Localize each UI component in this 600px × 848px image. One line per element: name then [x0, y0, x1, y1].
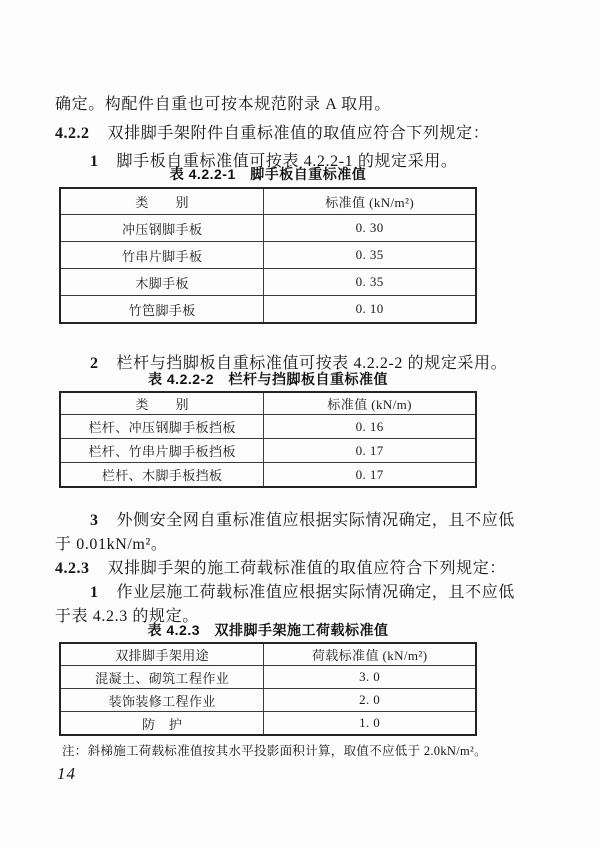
table-row [60, 215, 476, 242]
paragraph-continuation: 确定。构配件自重也可按本规范附录 A 取用。 [55, 96, 391, 113]
header-cell-value: 荷载标准值 (kN/m²) [264, 643, 476, 666]
cell-value: 3. 0 [264, 666, 476, 689]
clause-number: 4.2.3 [55, 560, 90, 577]
table-row [60, 439, 476, 463]
cell-category: 竹笆脚手板 [60, 296, 264, 324]
item-number: 2 [90, 355, 99, 372]
item-number: 1 [90, 584, 99, 601]
table-row [60, 689, 476, 712]
cell-value: 0. 17 [264, 439, 476, 463]
header-cell-value: 标准值 (kN/m) [264, 392, 476, 415]
cell-value: 0. 17 [264, 463, 476, 488]
table-row [60, 269, 476, 296]
cell-category: 冲压钢脚手板 [60, 215, 264, 242]
clause-number: 4.2.2 [55, 125, 90, 142]
cell-value: 0. 30 [264, 215, 476, 242]
table-row [60, 712, 476, 736]
cell-value: 2. 0 [264, 689, 476, 712]
header-cell-value: 标准值 (kN/m²) [264, 188, 476, 215]
table-header-row [60, 392, 476, 415]
cell-category: 栏杆、竹串片脚手板挡板 [60, 439, 264, 463]
table-2-block [59, 391, 477, 488]
item-number: 3 [90, 512, 99, 529]
table-1-block [59, 187, 477, 324]
page-number: 14 [57, 764, 76, 783]
cell-value: 0. 35 [264, 269, 476, 296]
table-header-row [60, 643, 476, 666]
header-cell-usage: 双排脚手架用途 [60, 643, 264, 666]
cell-value: 0. 35 [264, 242, 476, 269]
cell-category: 竹串片脚手板 [60, 242, 264, 269]
header-cell-category: 类 别 [60, 392, 264, 415]
cell-usage: 防 护 [60, 712, 264, 736]
table-4-2-2-2 [59, 391, 477, 488]
table-2-title: 表 4.2.2-2 栏杆与挡脚板自重标准值 [148, 371, 388, 387]
item-3-safety-net-line2: 于 0.01kN/m²。 [55, 536, 168, 553]
header-cell-category: 类 别 [60, 188, 264, 215]
item-text: 外侧安全网自重标准值应根据实际情况确定，且不应低 [116, 512, 515, 529]
table-header-row [60, 188, 476, 215]
table-row [60, 463, 476, 488]
cell-category: 栏杆、木脚手板挡板 [60, 463, 264, 488]
table-row [60, 666, 476, 689]
item-text: 脚手板自重标准值可按表 4.2.2-1 的规定采用。 [116, 153, 458, 170]
table-3-block [59, 642, 477, 736]
table-4-2-3 [59, 642, 477, 736]
clause-text: 双排脚手架的施工荷载标准值的取值应符合下列规定： [107, 560, 506, 577]
cell-value: 0. 10 [264, 296, 476, 324]
item-number: 1 [90, 153, 99, 170]
table-3-title: 表 4.2.3 双排脚手架施工荷载标准值 [147, 622, 389, 638]
table-row [60, 296, 476, 324]
cell-value: 0. 16 [264, 415, 476, 439]
clause-text: 双排脚手架附件自重标准值的取值应符合下列规定： [107, 125, 490, 142]
cell-value: 1. 0 [264, 712, 476, 736]
item-text: 栏杆与挡脚板自重标准值可按表 4.2.2-2 的规定采用。 [116, 355, 508, 372]
table-1-title: 表 4.2.2-1 脚手板自重标准值 [169, 166, 367, 182]
cell-category: 木脚手板 [60, 269, 264, 296]
clause-4-2-3 [55, 558, 506, 579]
item-1-working-load-line1 [55, 582, 530, 603]
table-4-2-2-1 [59, 187, 477, 324]
table-row [60, 242, 476, 269]
table-row [60, 415, 476, 439]
item-3-safety-net-line1 [55, 510, 530, 531]
cell-category: 栏杆、冲压钢脚手板挡板 [60, 415, 264, 439]
clause-4-2-2 [55, 123, 495, 144]
item-text: 作业层施工荷载标准值应根据实际情况确定，且不应低 [116, 584, 515, 601]
cell-usage: 装饰装修工程作业 [60, 689, 264, 712]
cell-usage: 混凝土、砌筑工程作业 [60, 666, 264, 689]
item-1-working-load-line2: 于表 4.2.3 的规定。 [55, 608, 199, 625]
table-note: 注：斜梯施工荷载标准值按其水平投影面积计算，取值不应低于 2.0kN/m²。 [62, 744, 487, 758]
